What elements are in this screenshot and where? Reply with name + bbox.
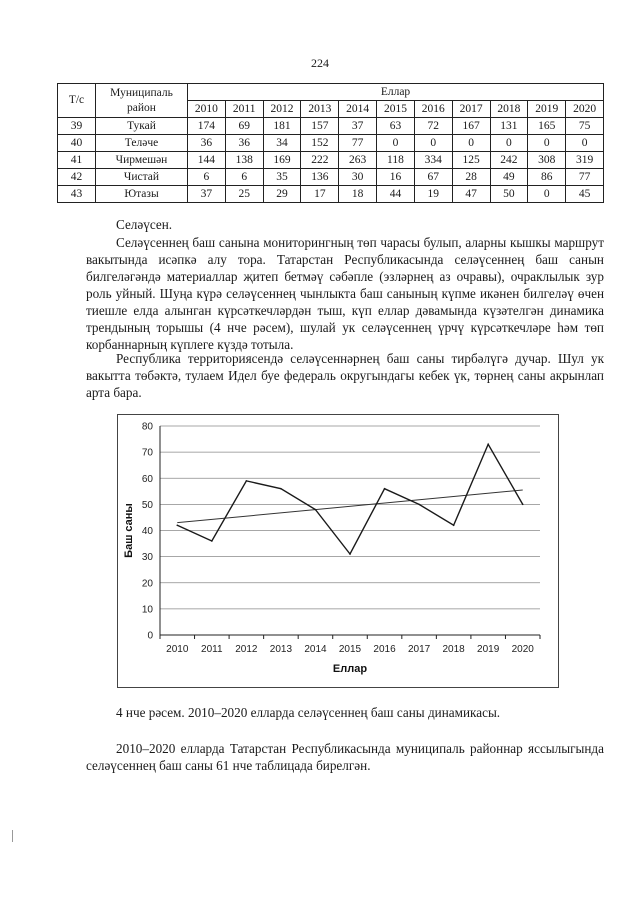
x-tick-label: 2013 (269, 644, 293, 655)
header-tc: Т/с (58, 84, 96, 118)
table-cell: 25 (225, 186, 263, 203)
y-tick-label: 0 (147, 630, 153, 642)
paragraph-1: Селәүсеннең баш санына мониторингның төп чарасы булып, аларны кышкы маршрут вакытында исәпкә алу тора. Татарстан Республикасында селәүсеннең баш санын билгеләгәндә материаллар җитеп бетмәү сәбәпле (эзләрнең аз очравы), очраклылык зур роль уйный. Шуңа күрә селәүсеннең чынлыкта баш санының күпме икәнен билгеләү өчен тиешле елда алынган күрсәткечләрдән тыш, күп еллар дәвамында күзәтелгән динамика трендының торышы (4 нче рәсем), шулай ук селәүсеннең үрчү күрсәткечләре һәм төп корбаннарның күплеге күздә тотыла. (86, 235, 604, 352)
year-header-cell: 2019 (528, 101, 566, 118)
table-cell: 138 (225, 152, 263, 169)
table-cell: 334 (414, 152, 452, 169)
year-header-cell: 2014 (339, 101, 377, 118)
table-cell: 152 (301, 135, 339, 152)
table-cell: 47 (452, 186, 490, 203)
table-cell: 35 (263, 169, 301, 186)
table-cell: 45 (566, 186, 604, 203)
row-municipality: Чирмешән (96, 152, 188, 169)
year-header-cell: 2015 (377, 101, 415, 118)
table-cell: 6 (188, 169, 226, 186)
paragraph-2: Республика территориясендә селәүсеннәрнең баш саны тирбәлүгә дучар. Шул ук вакытта төбәктә, тулаем Идел буе федераль округындагы кебек үк, төрнең саны акрынлап арта бара. (86, 351, 604, 400)
row-number: 41 (58, 152, 96, 169)
figure-caption: 4 нче рәсем. 2010–2020 елларда селәүсеннең баш саны динамикасы. (116, 705, 501, 720)
table-row (58, 118, 604, 135)
row-number: 42 (58, 169, 96, 186)
table-cell: 29 (263, 186, 301, 203)
table-cell: 75 (566, 118, 604, 135)
row-municipality: Ютазы (96, 186, 188, 203)
row-municipality: Чистай (96, 169, 188, 186)
table-cell: 34 (263, 135, 301, 152)
table-cell: 118 (377, 152, 415, 169)
table-cell: 0 (377, 135, 415, 152)
table-cell: 131 (490, 118, 528, 135)
table-cell: 16 (377, 169, 415, 186)
data-point (176, 524, 178, 526)
row-number: 40 (58, 135, 96, 152)
population-line-chart (118, 415, 558, 687)
table-cell: 77 (339, 135, 377, 152)
y-tick-label: 20 (141, 578, 153, 590)
table-cell: 6 (225, 169, 263, 186)
y-tick-label: 60 (141, 473, 153, 485)
series-line (177, 444, 522, 554)
data-point (211, 540, 213, 542)
year-header-cell: 2016 (414, 101, 452, 118)
page-number: 224 (311, 56, 329, 70)
table-cell: 63 (377, 118, 415, 135)
table-cell: 37 (339, 118, 377, 135)
table-cell: 36 (188, 135, 226, 152)
table-cell: 18 (339, 186, 377, 203)
municipal-data-table (57, 83, 604, 203)
x-tick-label: 2020 (511, 644, 534, 655)
table-cell: 30 (339, 169, 377, 186)
x-tick-label: 2010 (166, 644, 189, 655)
table-cell: 37 (188, 186, 226, 203)
table-cell: 77 (566, 169, 604, 186)
x-tick-label: 2017 (407, 644, 431, 655)
x-tick-label: 2018 (442, 644, 465, 655)
year-header-cell: 2018 (490, 101, 528, 118)
data-point (315, 509, 317, 511)
x-tick-label: 2012 (235, 644, 258, 655)
y-tick-label: 40 (141, 526, 153, 537)
chart-container (117, 414, 559, 688)
paragraph-3: 2010–2020 елларда Татарстан Республикасында муниципаль районнар яссылыгында селәүсеннең баш саны 61 нче таблицада бирелгән. (86, 741, 604, 773)
x-axis-title: Еллар (332, 663, 368, 675)
trend-line (177, 490, 522, 523)
table-cell: 242 (490, 152, 528, 169)
year-header-cell: 2017 (452, 101, 490, 118)
y-tick-label: 10 (141, 604, 153, 616)
table-row (58, 152, 604, 169)
data-point (349, 553, 351, 555)
data-point (418, 504, 420, 506)
table-cell: 67 (414, 169, 452, 186)
year-header-cell: 2012 (263, 101, 301, 118)
data-point (384, 488, 386, 490)
year-header-cell: 2010 (188, 101, 226, 118)
y-tick-label: 80 (141, 421, 153, 433)
table-cell: 144 (188, 152, 226, 169)
table-cell: 0 (528, 135, 566, 152)
y-tick-label: 30 (141, 552, 153, 564)
table-cell: 0 (490, 135, 528, 152)
x-tick-label: 2019 (477, 644, 500, 655)
margin-mark (12, 830, 13, 842)
x-tick-label: 2014 (304, 644, 327, 655)
y-tick-label: 50 (141, 499, 153, 511)
data-point (246, 480, 248, 482)
table-row (58, 135, 604, 152)
table-cell: 319 (566, 152, 604, 169)
x-tick-label: 2015 (338, 644, 362, 655)
table-cell: 0 (452, 135, 490, 152)
year-header-cell: 2013 (301, 101, 339, 118)
table-cell: 72 (414, 118, 452, 135)
table-cell: 0 (528, 186, 566, 203)
table-cell: 174 (188, 118, 226, 135)
row-municipality: Тукай (96, 118, 188, 135)
section-heading: Селәүсен. (116, 217, 173, 232)
table-cell: 19 (414, 186, 452, 203)
table-cell: 181 (263, 118, 301, 135)
data-point (522, 504, 524, 506)
table-cell: 17 (301, 186, 339, 203)
x-tick-label: 2016 (373, 644, 396, 655)
table-cell: 125 (452, 152, 490, 169)
year-header-cell: 2020 (566, 101, 604, 118)
table-cell: 69 (225, 118, 263, 135)
table-cell: 28 (452, 169, 490, 186)
table-cell: 169 (263, 152, 301, 169)
year-header-cell: 2011 (225, 101, 263, 118)
table-cell: 0 (414, 135, 452, 152)
row-number: 39 (58, 118, 96, 135)
table-cell: 308 (528, 152, 566, 169)
table-cell: 157 (301, 118, 339, 135)
table-cell: 165 (528, 118, 566, 135)
header-years: Еллар (188, 84, 604, 101)
table-cell: 44 (377, 186, 415, 203)
data-point (453, 524, 455, 526)
data-point (487, 443, 489, 445)
table-row (58, 186, 604, 203)
table-cell: 0 (566, 135, 604, 152)
table-cell: 50 (490, 186, 528, 203)
table-cell: 167 (452, 118, 490, 135)
table-cell: 36 (225, 135, 263, 152)
row-number: 43 (58, 186, 96, 203)
table-cell: 263 (339, 152, 377, 169)
x-tick-label: 2011 (201, 644, 223, 655)
row-municipality: Теләче (96, 135, 188, 152)
data-point (280, 488, 282, 490)
table-cell: 49 (490, 169, 528, 186)
table-body (58, 118, 604, 203)
header-municipal: Муниципаль район (96, 84, 188, 118)
y-axis-title: Баш саны (123, 503, 135, 558)
table-cell: 136 (301, 169, 339, 186)
y-tick-label: 70 (141, 447, 153, 459)
table-cell: 86 (528, 169, 566, 186)
table-cell: 222 (301, 152, 339, 169)
table-row (58, 169, 604, 186)
